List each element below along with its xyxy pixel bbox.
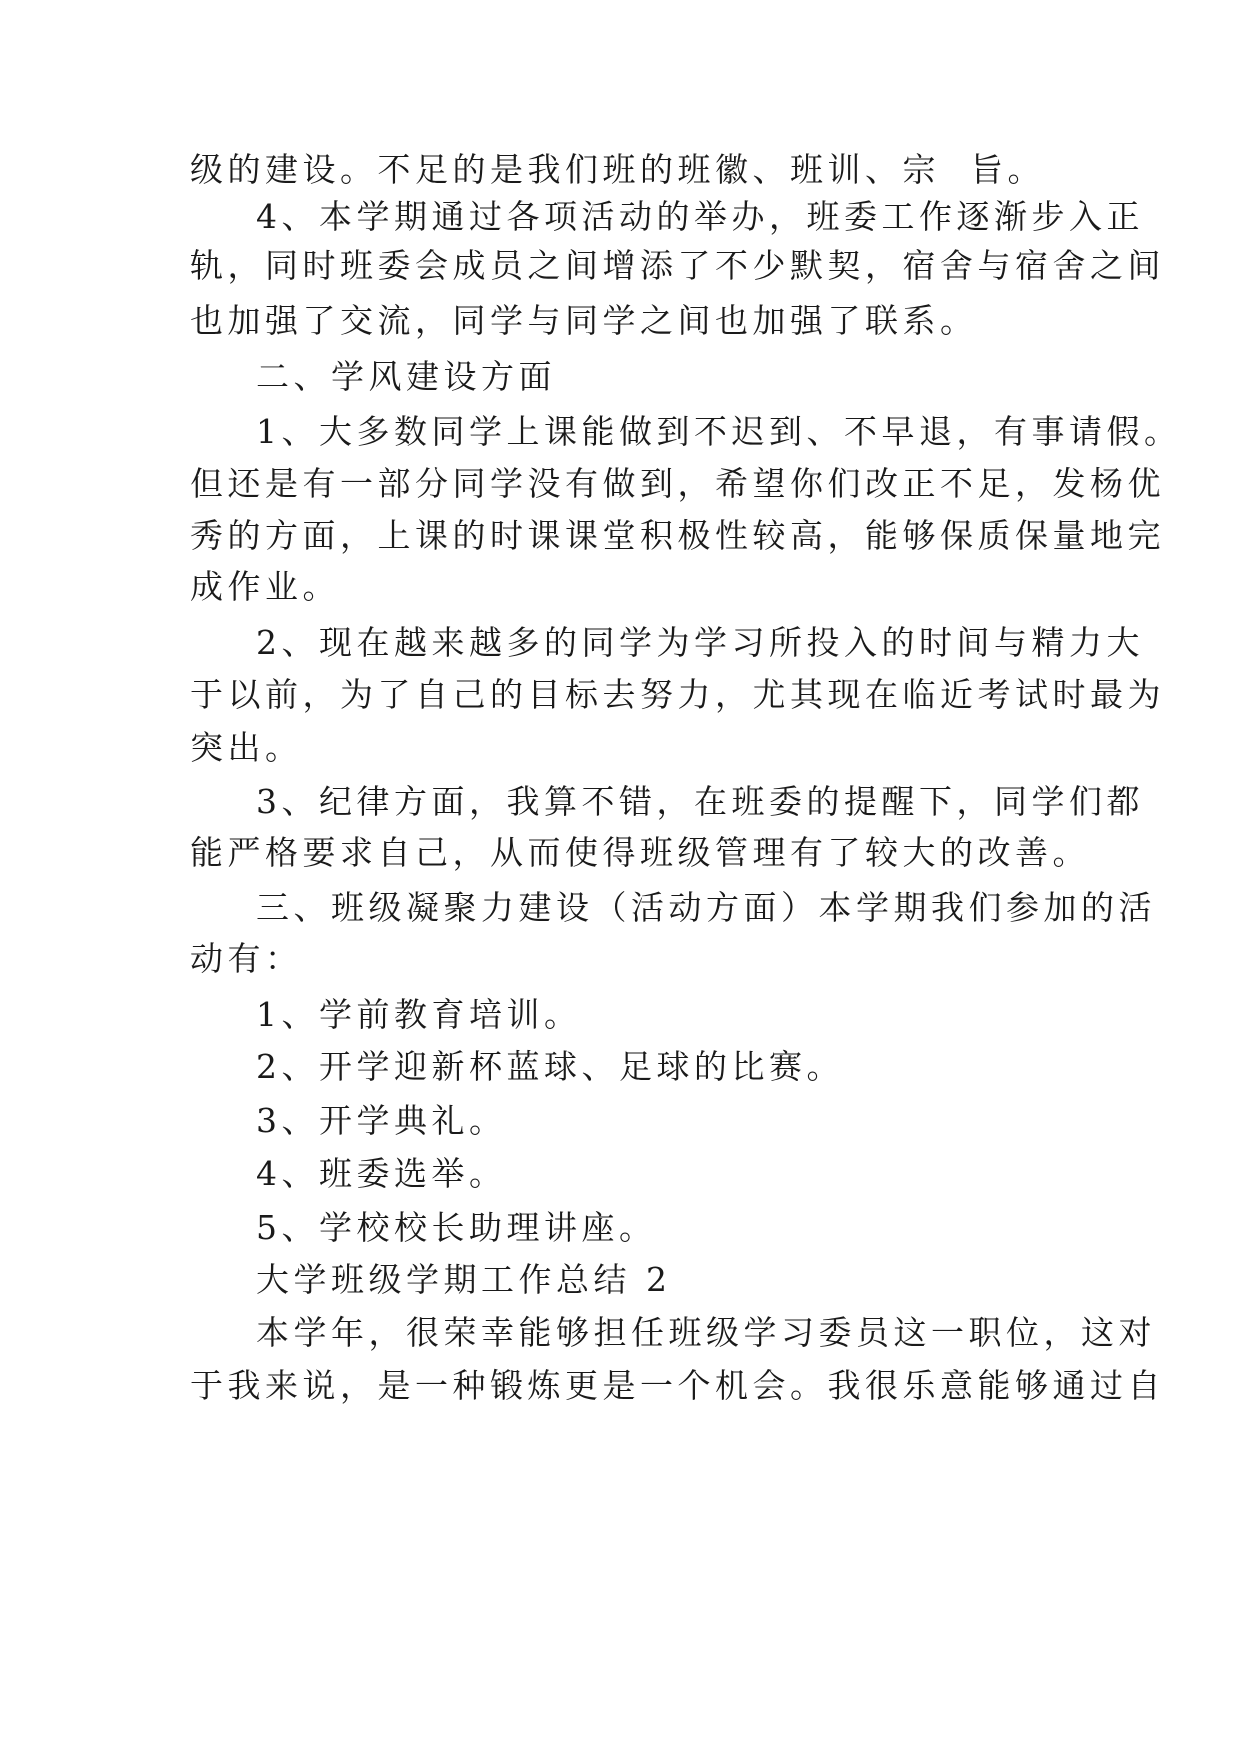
list-item: 1、学前教育培训。 bbox=[256, 995, 582, 1034]
paragraph-line: 于我来说，是一种锻炼更是一个机会。我很乐意能够通过自 bbox=[190, 1366, 1165, 1405]
paragraph-line: 轨，同时班委会成员之间增添了不少默契，宿舍与宿舍之间 bbox=[190, 246, 1165, 285]
document-subtitle: 大学班级学期工作总结 2 bbox=[256, 1260, 672, 1299]
paragraph-line: 动有： bbox=[190, 939, 303, 978]
paragraph-line: 也加强了交流，同学与同学之间也加强了联系。 bbox=[190, 301, 978, 340]
list-item: 2、开学迎新杯蓝球、足球的比赛。 bbox=[256, 1047, 844, 1086]
section-heading: 二、学风建设方面 bbox=[256, 357, 556, 396]
paragraph-line: 4、本学期通过各项活动的举办，班委工作逐渐步入正 bbox=[256, 197, 1144, 236]
paragraph-line: 1、大多数同学上课能做到不迟到、不早退，有事请假。 bbox=[256, 412, 1182, 451]
paragraph-line: 秀的方面，上课的时课课堂积极性较高，能够保质保量地完 bbox=[190, 516, 1165, 555]
paragraph-line: 但还是有一部分同学没有做到，希望你们改正不足，发杨优 bbox=[190, 464, 1165, 503]
list-item: 4、班委选举。 bbox=[256, 1154, 507, 1193]
paragraph-line: 突出。 bbox=[190, 728, 303, 767]
paragraph-line: 级的建设。不足的是我们班的班徽、班训、宗 旨。 bbox=[190, 150, 1045, 189]
list-item: 5、学校校长助理讲座。 bbox=[256, 1208, 657, 1247]
paragraph-line: 3、纪律方面，我算不错，在班委的提醒下，同学们都 bbox=[256, 782, 1144, 821]
section-heading: 三、班级凝聚力建设（活动方面）本学期我们参加的活 bbox=[256, 888, 1156, 927]
paragraph-line: 2、现在越来越多的同学为学习所投入的时间与精力大 bbox=[256, 623, 1144, 662]
paragraph-line: 成作业。 bbox=[190, 567, 340, 606]
list-item: 3、开学典礼。 bbox=[256, 1101, 507, 1140]
paragraph-line: 能严格要求自己，从而使得班级管理有了较大的改善。 bbox=[190, 833, 1090, 872]
paragraph-line: 本学年，很荣幸能够担任班级学习委员这一职位，这对 bbox=[256, 1313, 1156, 1352]
paragraph-line: 于以前，为了自己的目标去努力，尤其现在临近考试时最为 bbox=[190, 675, 1165, 714]
